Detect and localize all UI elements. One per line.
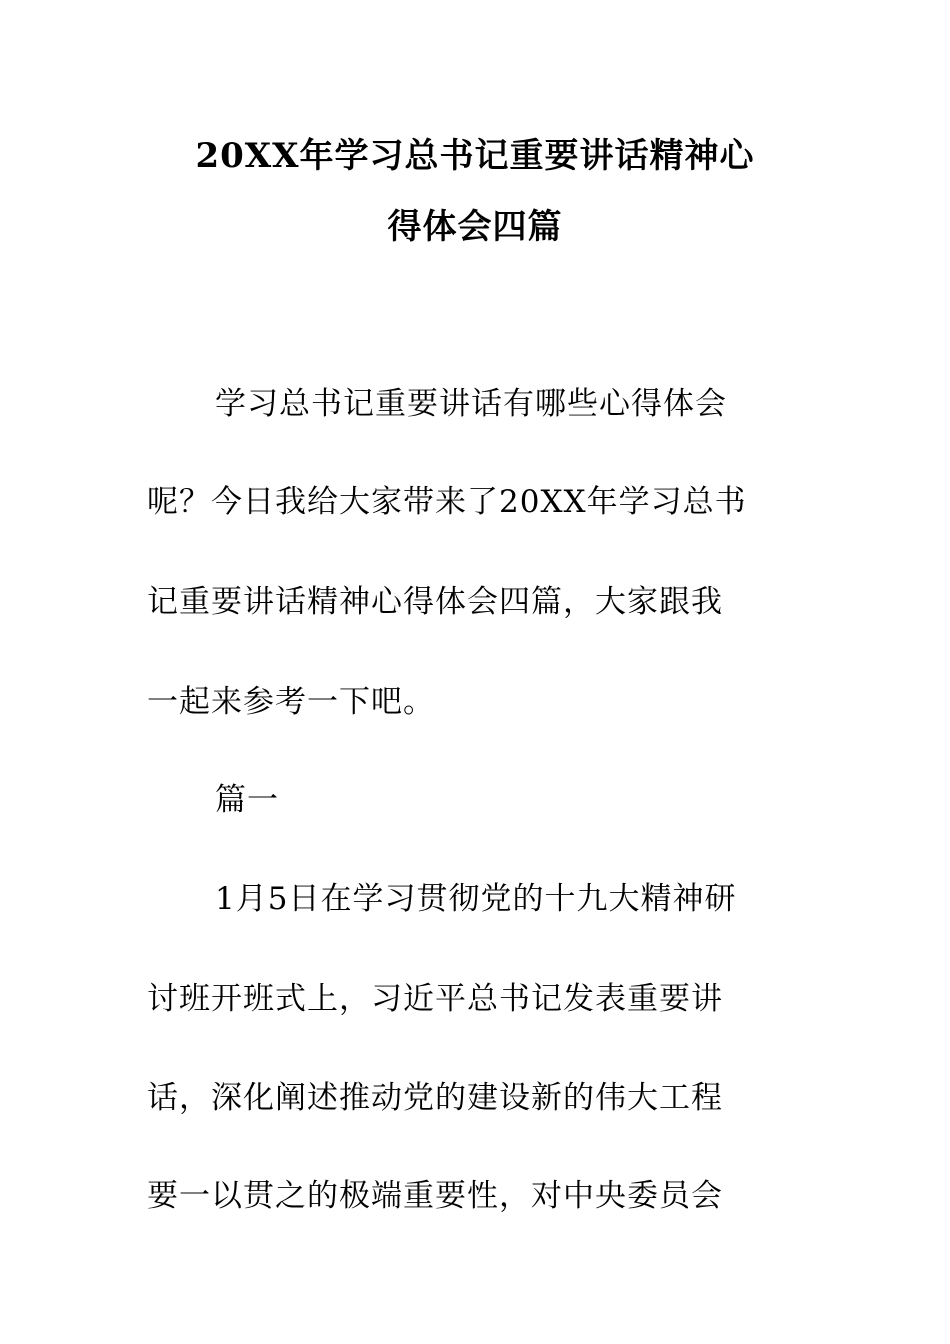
paragraph-line: 讨班开班式上，习近平总书记发表重要讲 [147,981,723,1017]
paragraph-line: 要一以贯之的极端重要性，对中央委员会 [147,1178,723,1214]
document-title-line-2: 得体会四篇 [387,207,563,247]
paragraph-line: 1月5日在学习贯彻党的十九大精神研 [215,881,737,917]
document-title-line-1: 20XX年学习总书记重要讲话精神心 [195,136,755,176]
paragraph-line: 一起来参考一下吧。 [147,684,435,720]
paragraph-line: 学习总书记重要讲话有哪些心得体会 [215,386,727,422]
paragraph-line: 话，深化阐述推动党的建设新的伟大工程 [147,1080,723,1116]
paragraph-line: 记重要讲话精神心得体会四篇，大家跟我 [147,584,723,620]
section-heading: 篇一 [215,782,279,818]
paragraph-line: 呢？今日我给大家带来了20XX年学习总书 [147,484,747,520]
